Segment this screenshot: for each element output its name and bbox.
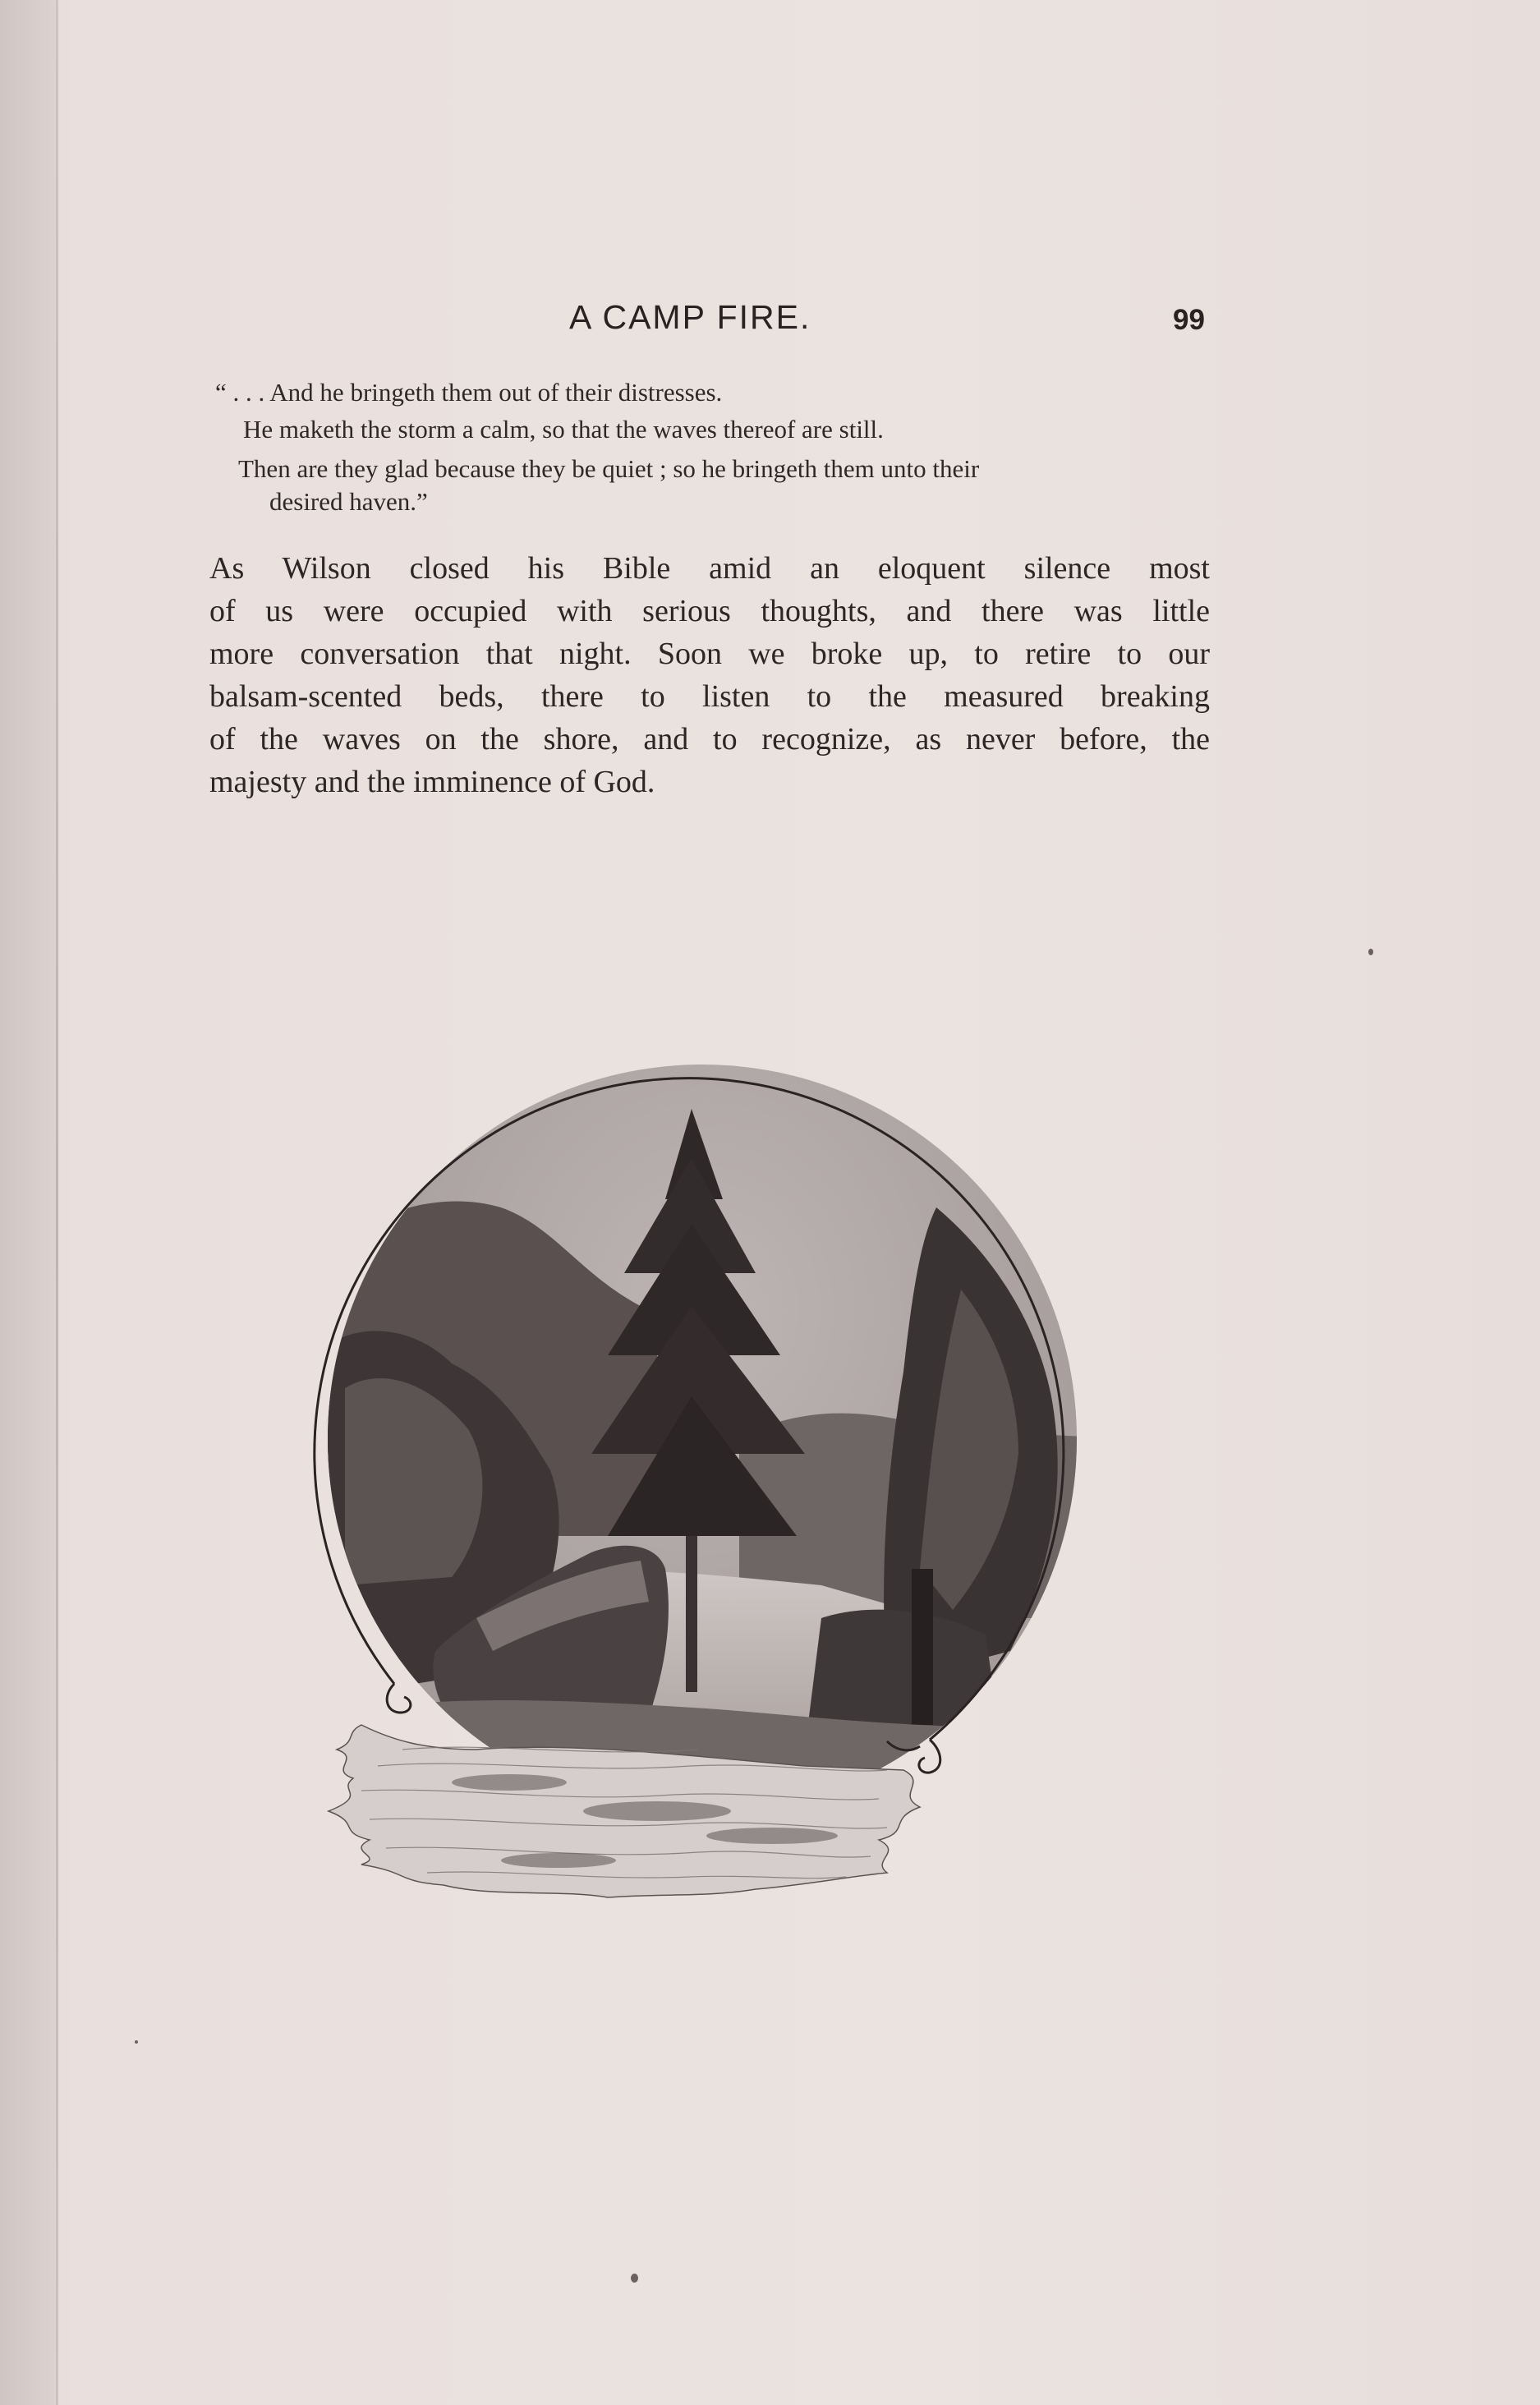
quote-line: Then are they glad because they be quiet ; so he bringeth them unto their: [238, 454, 980, 483]
quote-line: desired haven.”: [269, 487, 428, 516]
print-speck: [631, 2274, 638, 2283]
running-head-title: A CAMP FIRE.: [569, 298, 811, 336]
paragraph-line: of us were occupied with serious thoughts, and there was little: [209, 594, 1210, 628]
print-speck: [1368, 949, 1373, 955]
print-speck: [135, 2040, 138, 2044]
paragraph-line: of the waves on the shore, and to recognize, as never before, the: [209, 722, 1210, 756]
paragraph-line: As Wilson closed his Bible amid an eloquent silence most: [209, 551, 1210, 586]
paragraph-line: more conversation that night. Soon we broke up, to retire to our: [209, 637, 1210, 671]
quote-line: He maketh the storm a calm, so that the waves thereof are still.: [243, 415, 884, 444]
river-landscape-vignette: [312, 1043, 1101, 1930]
page-gutter-shadow: [0, 0, 56, 2405]
paragraph-line: balsam-scented beds, there to listen to the measured breaking: [209, 679, 1210, 714]
quote-line: “ . . . And he bringeth them out of their distresses.: [215, 378, 723, 407]
page-number: 99: [1173, 304, 1205, 336]
paragraph-line: majesty and the imminence of God.: [209, 765, 655, 799]
page-gutter-edge: [56, 0, 58, 2405]
